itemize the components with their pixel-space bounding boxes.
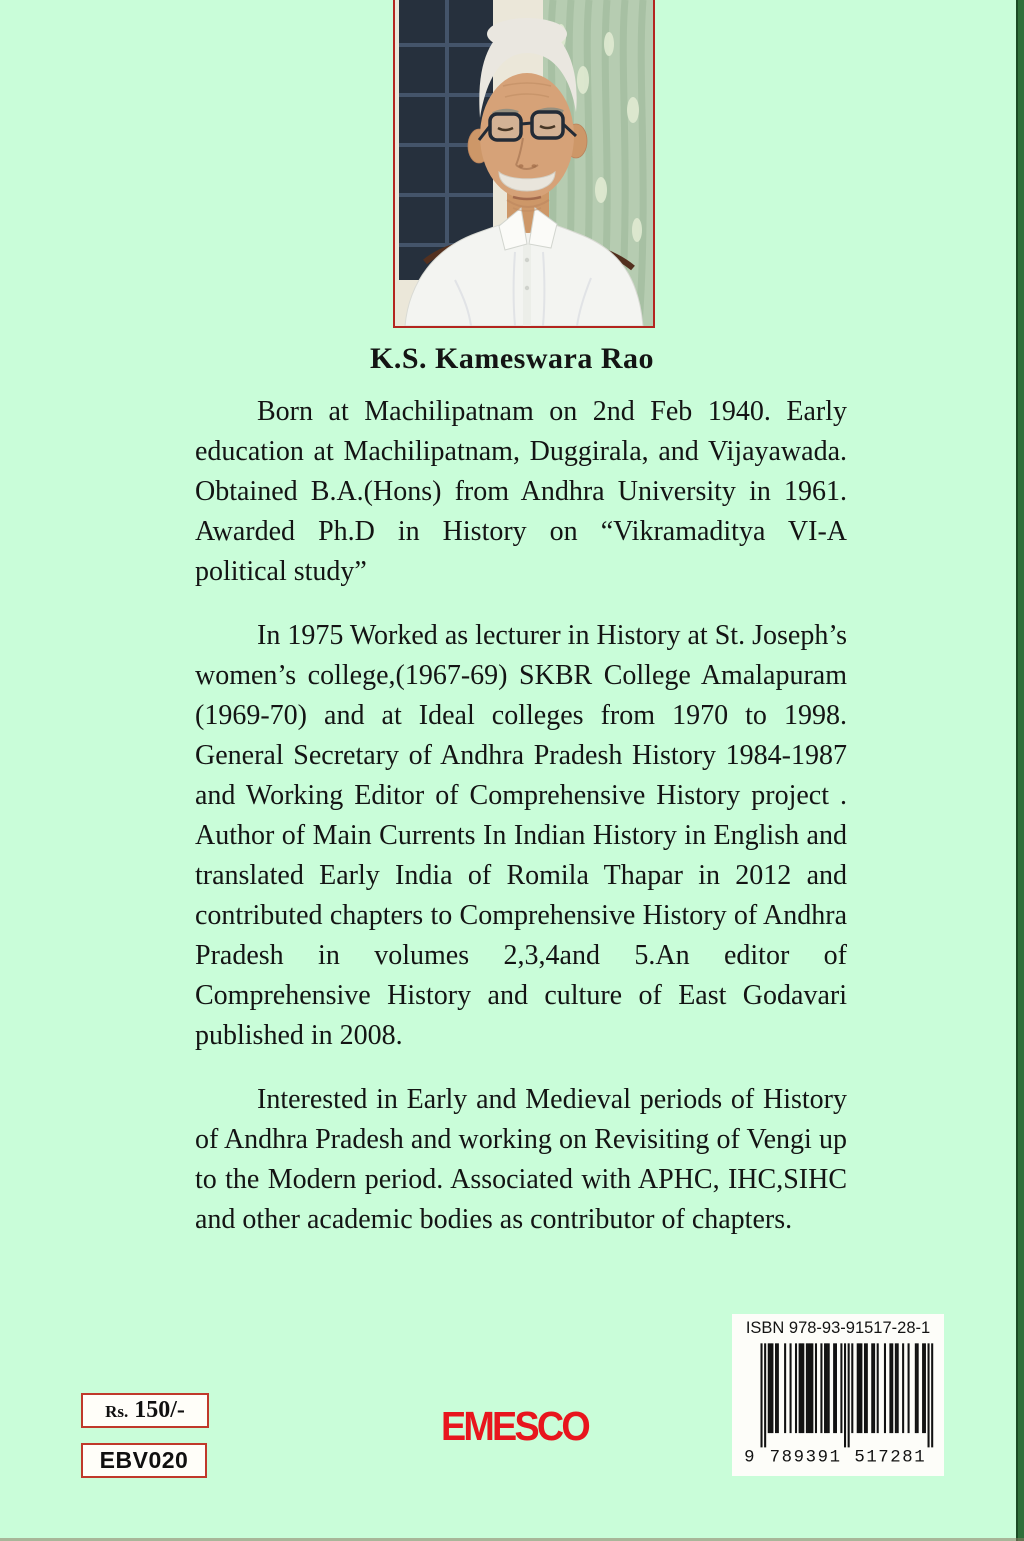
bio-paragraph-2: In 1975 Worked as lecturer in History at St. Joseph’s women’s college,(1967-69) SKBR College Amalapuram (1969-70) and at Ideal colleges from 1970 to 1998. General Secretary of Andhra Pradesh History 1984-1987 and Working Editor of Comprehensive History project . Author of Main Currents In Indian History in English and translated Early India of Romila Thapar in 2012 and contributed chapters to Comprehensive History of Andhra Pradesh in volumes 2,3,4and 5.An editor of Comprehensive History and culture of East Godavari published in 2008. <box>195 620 847 1051</box>
price-amount: 150/- <box>134 1397 185 1423</box>
hair-top <box>487 18 567 50</box>
bio-paragraph-1: Born at Machilipatnam on 2nd Feb 1940. Early education at Machilipatnam, Duggirala, and Vijayawada. Obtained B.A.(Hons) from Andhra University in 1961. Awarded Ph.D in History on “Vikramaditya VI-A political study” <box>195 396 847 587</box>
price-badge <box>81 1393 209 1428</box>
shirt-placket <box>523 244 531 326</box>
svg-text:9: 9 <box>744 1448 755 1466</box>
author-portrait-illustration <box>395 0 653 326</box>
isbn-barcode-block <box>732 1314 944 1476</box>
biography-text <box>195 392 847 1264</box>
author-photo <box>393 0 655 328</box>
publisher-logo: EMESCO <box>441 1403 588 1449</box>
author-name: K.S. Kameswara Rao <box>370 342 654 375</box>
price-currency: Rs. <box>105 1402 129 1421</box>
cover-right-edge <box>1016 0 1024 1541</box>
svg-text:789391: 789391 <box>769 1448 841 1466</box>
edition-code-badge: EBV020 <box>81 1443 207 1478</box>
svg-text:517281: 517281 <box>854 1448 925 1466</box>
isbn-label: ISBN 978-93-91517-28-1 <box>745 1319 931 1337</box>
ean13-barcode <box>736 1339 940 1471</box>
bio-paragraph-3: Interested in Early and Medieval periods of History of Andhra Pradesh and working on Revisiting of Vengi up to the Modern period. Associated with APHC, IHC,SIHC and other academic bodies as contributor of chapters. <box>195 1084 847 1235</box>
